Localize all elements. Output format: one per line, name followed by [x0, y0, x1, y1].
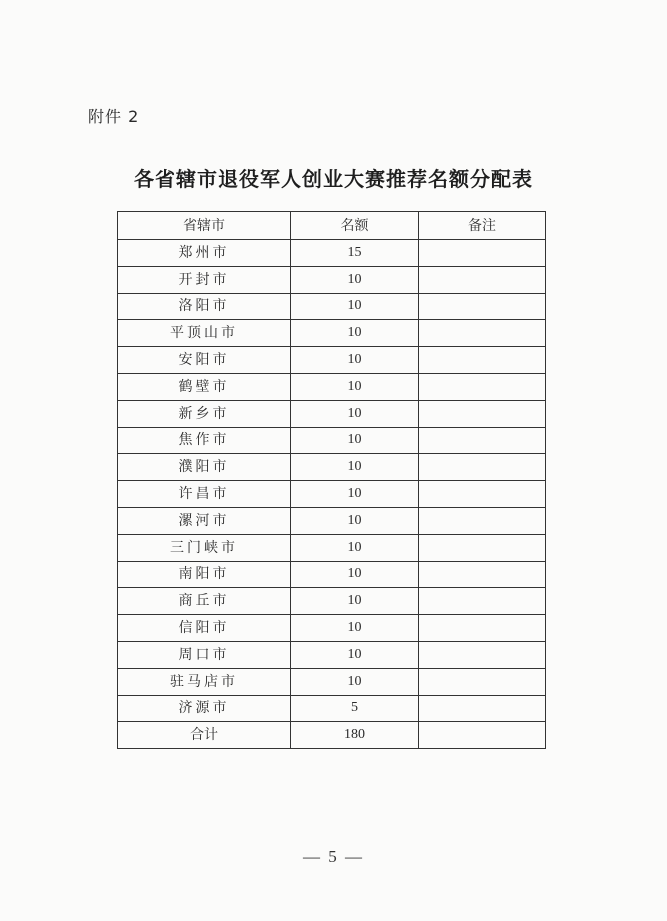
quota-cell: 10: [291, 347, 419, 374]
total-row: [118, 722, 546, 749]
quota-cell: 10: [291, 641, 419, 668]
city-cell: 许昌市: [118, 481, 291, 508]
table-row: [118, 427, 546, 454]
city-cell: 濮阳市: [118, 454, 291, 481]
header-note: 备注: [419, 212, 546, 240]
city-cell: 郑州市: [118, 240, 291, 267]
table-row: [118, 320, 546, 347]
city-cell: 周口市: [118, 641, 291, 668]
quota-cell: 10: [291, 320, 419, 347]
city-cell: 洛阳市: [118, 293, 291, 320]
header-city: 省辖市: [118, 212, 291, 240]
quota-cell: 10: [291, 400, 419, 427]
document-title: 各省辖市退役军人创业大赛推荐名额分配表: [134, 167, 533, 191]
table-row: [118, 561, 546, 588]
quota-cell: 10: [291, 266, 419, 293]
note-cell: [419, 427, 546, 454]
note-cell: [419, 454, 546, 481]
table-row: [118, 668, 546, 695]
table-row: [118, 373, 546, 400]
table-row: [118, 481, 546, 508]
note-cell: [419, 534, 546, 561]
note-cell: [419, 668, 546, 695]
table-row: [118, 266, 546, 293]
city-cell: 安阳市: [118, 347, 291, 374]
quota-cell: 10: [291, 534, 419, 561]
note-cell: [419, 561, 546, 588]
quota-cell: 10: [291, 373, 419, 400]
note-cell: [419, 641, 546, 668]
quota-cell: 5: [291, 695, 419, 722]
city-cell: 鹤壁市: [118, 373, 291, 400]
quota-cell: 10: [291, 588, 419, 615]
quota-cell: 10: [291, 293, 419, 320]
table-row: [118, 695, 546, 722]
city-cell: 开封市: [118, 266, 291, 293]
city-cell: 南阳市: [118, 561, 291, 588]
quota-cell: 10: [291, 668, 419, 695]
city-cell: 信阳市: [118, 615, 291, 642]
table-row: [118, 240, 546, 267]
note-cell: [419, 507, 546, 534]
table-row: [118, 534, 546, 561]
note-cell: [419, 347, 546, 374]
quota-cell: 10: [291, 454, 419, 481]
quota-cell: 10: [291, 615, 419, 642]
table-row: [118, 641, 546, 668]
note-cell: [419, 615, 546, 642]
note-cell: [419, 240, 546, 267]
note-cell: [419, 293, 546, 320]
header-quota: 名额: [291, 212, 419, 240]
table-row: [118, 347, 546, 374]
city-cell: 济源市: [118, 695, 291, 722]
city-cell: 平顶山市: [118, 320, 291, 347]
table-row: [118, 454, 546, 481]
note-cell: [419, 266, 546, 293]
total-note: [419, 722, 546, 749]
quota-cell: 10: [291, 427, 419, 454]
city-cell: 焦作市: [118, 427, 291, 454]
note-cell: [419, 588, 546, 615]
total-label: 合计: [118, 722, 291, 749]
page-number: — 5 —: [303, 847, 364, 866]
note-cell: [419, 695, 546, 722]
quota-cell: 10: [291, 481, 419, 508]
quota-cell: 10: [291, 507, 419, 534]
total-quota: 180: [291, 722, 419, 749]
table-row: [118, 293, 546, 320]
table-row: [118, 588, 546, 615]
quota-table: [117, 211, 546, 749]
table-row: [118, 507, 546, 534]
table-row: [118, 615, 546, 642]
table-header-row: [118, 212, 546, 240]
city-cell: 漯河市: [118, 507, 291, 534]
quota-cell: 15: [291, 240, 419, 267]
note-cell: [419, 373, 546, 400]
quota-cell: 10: [291, 561, 419, 588]
note-cell: [419, 320, 546, 347]
table-row: [118, 400, 546, 427]
note-cell: [419, 481, 546, 508]
attachment-label: 附件 2: [88, 107, 140, 126]
table-body: [118, 240, 546, 722]
city-cell: 三门峡市: [118, 534, 291, 561]
city-cell: 驻马店市: [118, 668, 291, 695]
city-cell: 新乡市: [118, 400, 291, 427]
note-cell: [419, 400, 546, 427]
city-cell: 商丘市: [118, 588, 291, 615]
